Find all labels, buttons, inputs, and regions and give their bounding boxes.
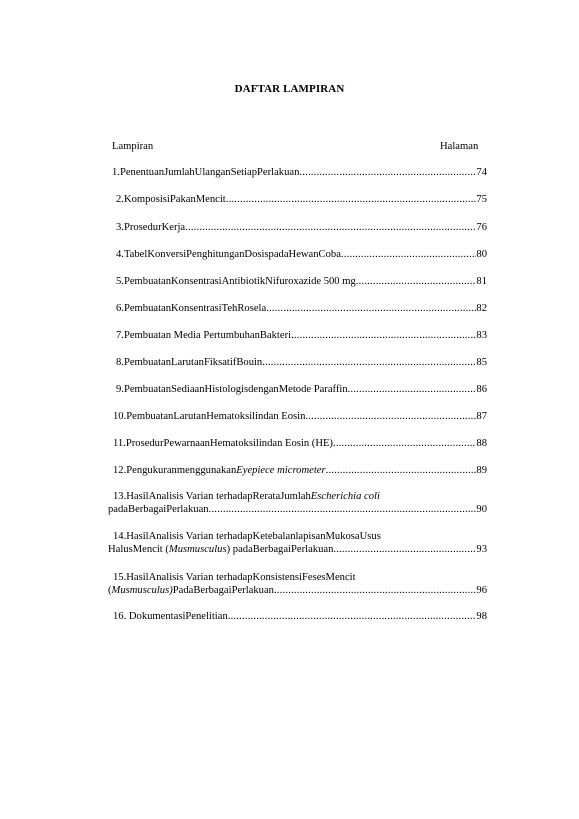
leader-dots <box>291 329 476 342</box>
appendix-entry-14 <box>108 543 487 556</box>
entry-title: (Musmusculus)PadaBerbagaiPerlakuan <box>108 585 274 596</box>
appendix-entry-9 <box>116 383 487 396</box>
entry-title-italic: Escherichia coli <box>310 491 380 502</box>
appendix-entry-7 <box>116 329 487 342</box>
entry-title: 3.ProsedurKerja <box>116 222 186 233</box>
appendix-entry-13-line1: 13.HasilAnalisis Varian terhadapRerataJumlahEscherichia coli <box>113 491 380 502</box>
leader-dots <box>266 302 476 315</box>
entry-page: 98 <box>476 611 487 622</box>
appendix-entry-12 <box>113 464 487 477</box>
entry-title-italic: Musmusculus) <box>111 585 173 596</box>
entry-title: 9.PembuatanSediaanHistologisdenganMetode Paraffin <box>116 384 348 395</box>
appendix-entry-8 <box>116 356 487 369</box>
appendix-entry-11 <box>113 437 487 450</box>
entry-title: 1.PenentuanJumlahUlanganSetiapPerlakuan <box>112 167 300 178</box>
leader-dots <box>226 193 477 206</box>
entry-title: 11.ProsedurPewarnaanHematoksilindan Eosin (HE) <box>113 438 333 449</box>
entry-page: 75 <box>476 194 487 205</box>
entry-title: 5.PembuatanKonsentrasiAntibiotikNifuroxazide 500 mg <box>116 276 356 287</box>
entry-title: 12.PengukuranmenggunakanEyepiece micrometer <box>113 465 326 476</box>
entry-page: 80 <box>476 249 487 260</box>
entry-title: 7.Pembuatan Media PertumbuhanBakteri <box>116 330 292 341</box>
entry-page: 74 <box>476 167 487 178</box>
entry-page: 89 <box>476 465 487 476</box>
appendix-entry-15 <box>108 584 487 597</box>
leader-dots <box>326 464 477 477</box>
entry-title: padaBerbagaiPerlakuan <box>108 504 209 515</box>
entry-title: 8.PembuatanLarutanFiksatifBouin <box>116 357 263 368</box>
leader-dots <box>333 437 476 450</box>
appendix-entry-1 <box>112 166 487 179</box>
entry-page: 88 <box>476 438 487 449</box>
appendix-entry-2 <box>116 193 487 206</box>
entry-title-italic: Eyepiece micrometer <box>236 465 326 476</box>
appendix-entry-4 <box>116 248 487 261</box>
appendix-entry-10 <box>113 410 487 423</box>
leader-dots <box>341 248 476 261</box>
entry-title: 2.KomposisiPakanMencit <box>116 194 226 205</box>
entry-page: 96 <box>476 585 487 596</box>
page-title: DAFTAR LAMPIRAN <box>234 83 345 95</box>
entry-title: 16. DokumentasiPenelitian <box>113 611 228 622</box>
column-header-halaman: Halaman <box>440 141 479 152</box>
leader-dots <box>299 166 476 179</box>
leader-dots <box>209 503 477 516</box>
entry-page: 81 <box>476 276 487 287</box>
entry-page: 76 <box>476 222 487 233</box>
entry-title: HalusMencit (Musmusculus) padaBerbagaiPerlakuan <box>108 544 334 555</box>
leader-dots <box>262 356 476 369</box>
appendix-entry-6 <box>116 302 487 315</box>
entry-page: 85 <box>476 357 487 368</box>
entry-page: 87 <box>476 411 487 422</box>
appendix-entry-16 <box>113 610 487 623</box>
leader-dots <box>348 383 477 396</box>
entry-title: 6.PembuatanKonsentrasiTehRosela <box>116 303 267 314</box>
appendix-entry-5 <box>116 275 487 288</box>
column-header-lampiran: Lampiran <box>112 141 154 152</box>
entry-title: 4.TabelKonversiPenghitunganDosispadaHewanCoba <box>116 249 341 260</box>
appendix-entry-3 <box>116 221 487 234</box>
leader-dots <box>185 221 476 234</box>
entry-page: 86 <box>476 384 487 395</box>
appendix-entry-14-line1: 14.HasilAnalisis Varian terhadapKetebalanlapisanMukosaUsus <box>113 531 381 542</box>
entry-page: 82 <box>476 303 487 314</box>
leader-dots <box>356 275 477 288</box>
entry-title-italic: Musmusculus <box>168 544 227 555</box>
leader-dots <box>228 610 477 623</box>
entry-page: 83 <box>476 330 487 341</box>
leader-dots <box>305 410 476 423</box>
appendix-entry-13 <box>108 503 487 516</box>
entry-title: 10.PembuatanLarutanHematoksilindan Eosin <box>113 411 306 422</box>
entry-page: 93 <box>476 544 487 555</box>
entry-page: 90 <box>476 504 487 515</box>
leader-dots <box>333 543 476 556</box>
leader-dots <box>274 584 476 597</box>
appendix-entry-15-line1: 15.HasilAnalisis Varian terhadapKonsistensiFesesMencit <box>113 572 356 583</box>
